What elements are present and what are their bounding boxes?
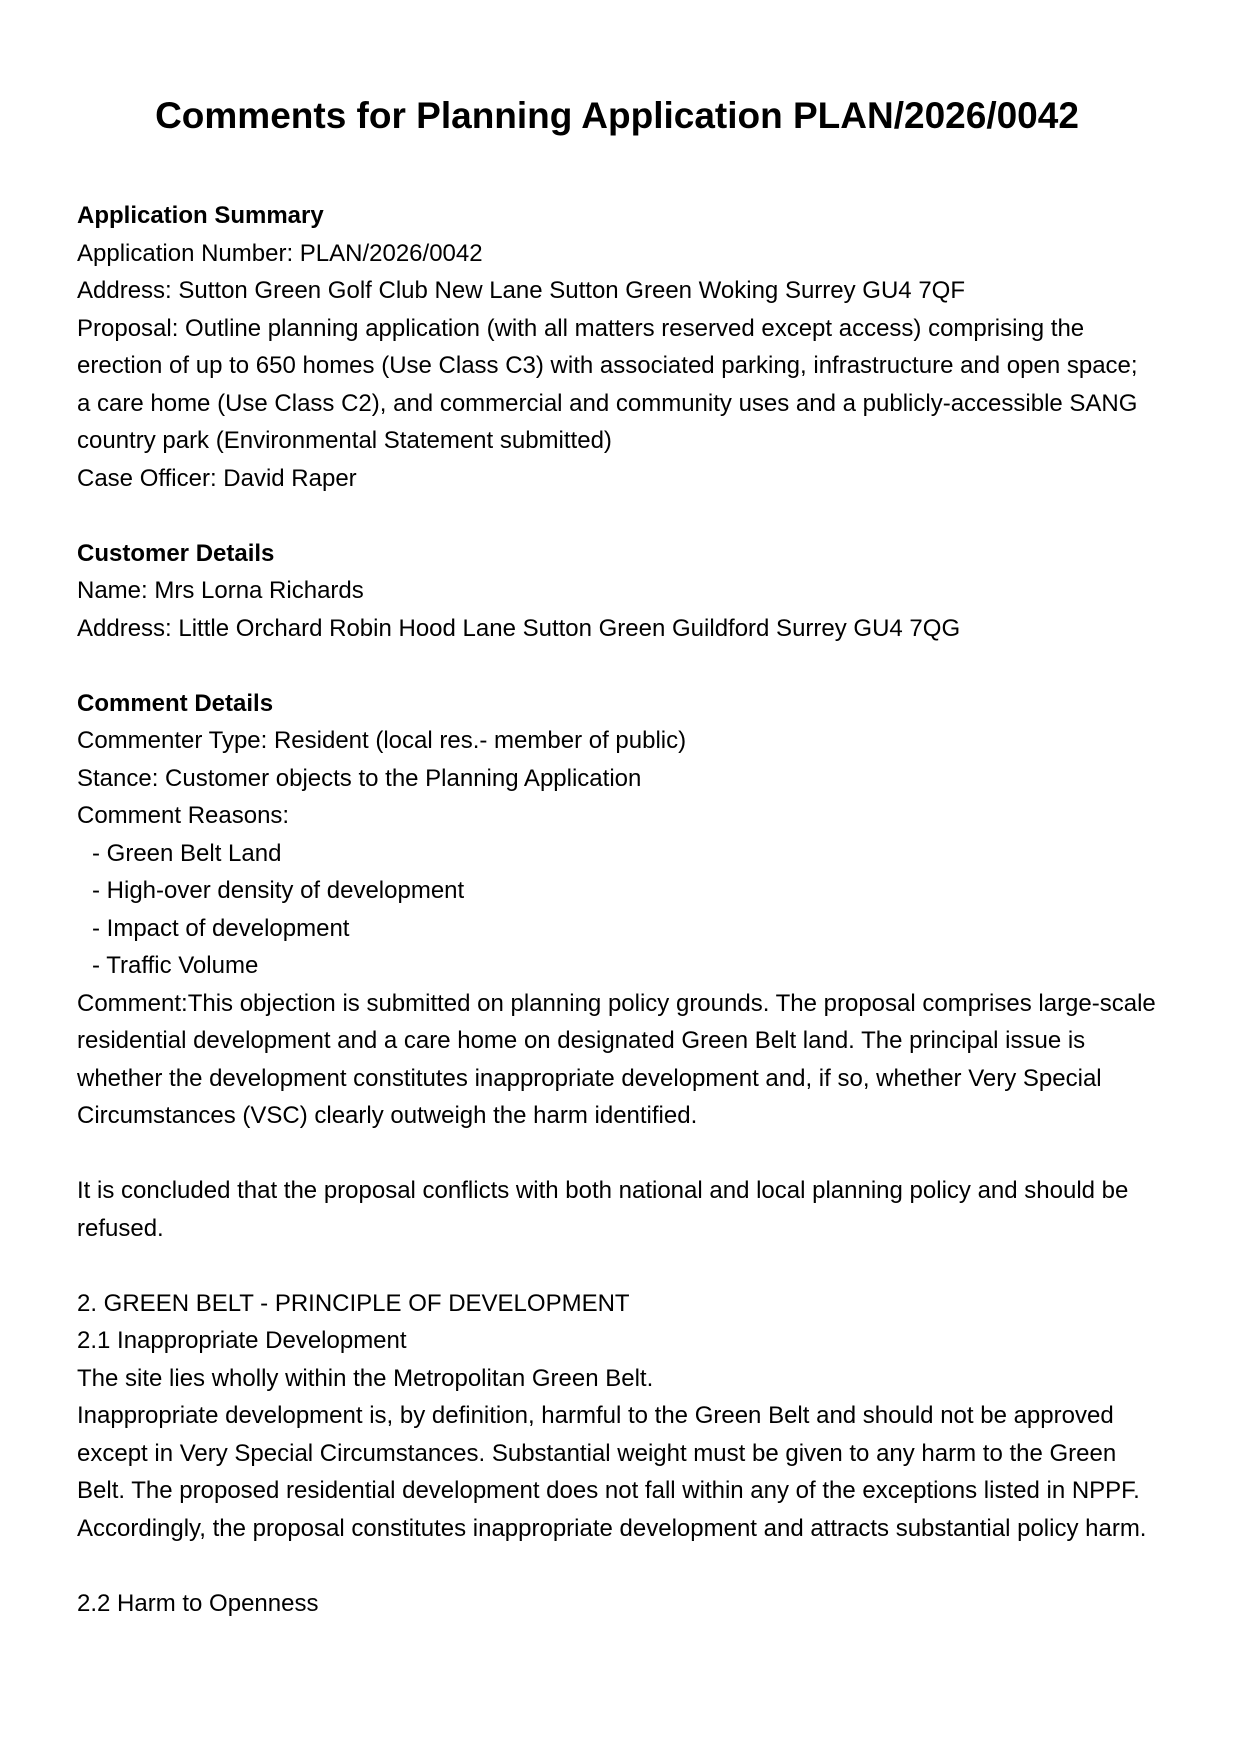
bullet-line: - Traffic Volume [92,952,259,979]
text-line: Address: Little Orchard Robin Hood Lane Sutton Green Guildford Surrey GU4 7QG [77,614,961,642]
text-line: Comment Reasons: [77,802,290,829]
text-line: Name: Mrs Lorna Richards [77,577,364,604]
text-line: Inappropriate development is, by definition, harmful to the Green Belt and should not be approved except in Very Special Circumstances. Substantial weight must be given to any harm to the Green Belt. The proposed residential development does not fall within any of the exceptions listed in NPPF. Accordingly, the proposal constitutes inappropriate development and attracts substantial policy harm. [77,1402,1147,1542]
text-line: 2.2 Harm to Openness [77,1589,319,1617]
text-line: Case Officer: David Raper [77,464,357,492]
text-line: The site lies wholly within the Metropolitan Green Belt. [77,1364,654,1392]
text-line: Application Number: PLAN/2026/0042 [77,239,483,267]
document-section [77,685,1157,1135]
document-section [77,197,1157,497]
document-body [77,197,1157,1622]
bullet-line: - Impact of development [92,914,350,942]
document-section [77,1585,1157,1623]
text-line: Comment:This objection is submitted on planning policy grounds. The proposal comprises large-scale residential development and a care home on designated Green Belt land. The principal issue is whether the development constitutes inappropriate development and, if so, whether Very Special Circumstances (VSC) clearly outweigh the harm identified. [77,989,1156,1129]
text-line: Address: Sutton Green Golf Club New Lane Sutton Green Woking Surrey GU4 7QF [77,277,965,304]
page-title: Comments for Planning Application PLAN/2026/0042 [155,95,1079,136]
text-line: Commenter Type: Resident (local res.- member of public) [77,727,687,754]
text-line: It is concluded that the proposal conflicts with both national and local planning policy and should be refused. [77,1177,1129,1242]
text-line: 2.1 Inappropriate Development [77,1327,407,1354]
bullet-line: - High-over density of development [92,877,465,904]
text-line: Stance: Customer objects to the Planning Application [77,764,642,792]
bullet-line: - Green Belt Land [92,839,282,867]
section-heading: Comment Details [77,689,274,717]
document-section [77,535,1157,648]
text-line: Proposal: Outline planning application (with all matters reserved except access) comprising the erection of up to 650 homes (Use Class C3) with associated parking, infrastructure and open space; a care home (Use Class C2), and commercial and community uses and a publicly-accessible SANG country park (Environmental Statement submitted) [77,314,1138,454]
section-heading: Application Summary [77,202,324,229]
document-section [77,1285,1157,1548]
text-line: 2. GREEN BELT - PRINCIPLE OF DEVELOPMENT [77,1289,630,1317]
section-heading: Customer Details [77,539,275,567]
document-section [77,1172,1157,1247]
